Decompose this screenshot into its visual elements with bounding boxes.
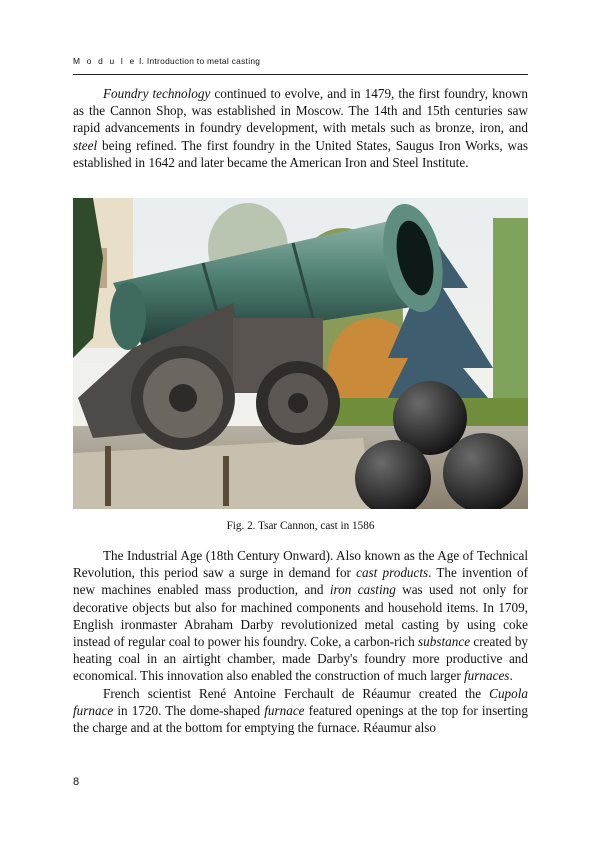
term-steel: steel	[73, 137, 98, 153]
term-furnaces: furnaces	[464, 668, 510, 684]
paragraph-text: French scientist René Antoine Ferchault de Réaumur created the	[103, 685, 490, 701]
paragraph-text: was used not only for decorative objects but also for machined components and household items. In 1709, English ironmaster Abraham Darby revolutionized metal casting by using coke instead of regular coal to power his foundry. Coke, a carbon-rich	[73, 582, 529, 650]
term-cupola-furnace: Cupola furnace	[73, 685, 528, 718]
body-text-bottom	[73, 547, 528, 736]
paragraph-text: featured openings at the top for inserting the charge and at the bottom for emptying the furnace. Réaumur also	[73, 702, 528, 736]
paragraph-text: . The invention of new machines enabled mass production, and	[73, 565, 528, 598]
body-text-top	[73, 85, 528, 171]
paragraph-foundry-technology	[73, 85, 528, 171]
figure-caption: Fig. 2. Tsar Cannon, cast in 1586	[226, 520, 375, 532]
paragraph-text: in 1720. The dome-shaped	[113, 702, 265, 718]
term-iron-casting: iron casting	[329, 582, 396, 598]
term-foundry-technology: Foundry technology	[103, 86, 211, 101]
figure-tsar-cannon-photo	[73, 198, 528, 509]
term-cast-products: cast products	[356, 565, 429, 581]
header-module-word: M o d u l e	[73, 56, 137, 66]
term-substance: substance	[418, 634, 471, 650]
header-rule	[73, 74, 528, 75]
paragraph-text: continued to evolve, and in 1479, the first foundry, known as the Cannon Shop, was established in Moscow. The 14th and 15th centuries saw rapid advancements in foundry development, with metals such as bronze, iron, and	[73, 86, 528, 136]
header-chapter-title: I. Introduction to metal casting	[136, 56, 261, 66]
tsar-cannon-photo	[73, 198, 528, 509]
paragraph-industrial-age	[73, 547, 528, 685]
paragraph-text: being refined. The first foundry in the United States, Saugus Iron Works, was established in 1642 and later became the American Iron and Steel Institute.	[73, 137, 528, 170]
paragraph-reaumur	[73, 685, 528, 737]
paragraph-text: created by heating coal in an airtight chamber, made Darby's foundry more productive and economical. This innovation also enabled the construction of much larger	[73, 634, 529, 684]
term-furnace: furnace	[264, 702, 305, 718]
running-header	[73, 56, 528, 66]
paragraph-text: .	[509, 668, 513, 684]
page-number: 8	[73, 776, 80, 788]
paragraph-text: The Industrial Age (18th Century Onward). Also known as the Age of Technical Revolution, this period saw a surge in demand for	[73, 548, 528, 581]
